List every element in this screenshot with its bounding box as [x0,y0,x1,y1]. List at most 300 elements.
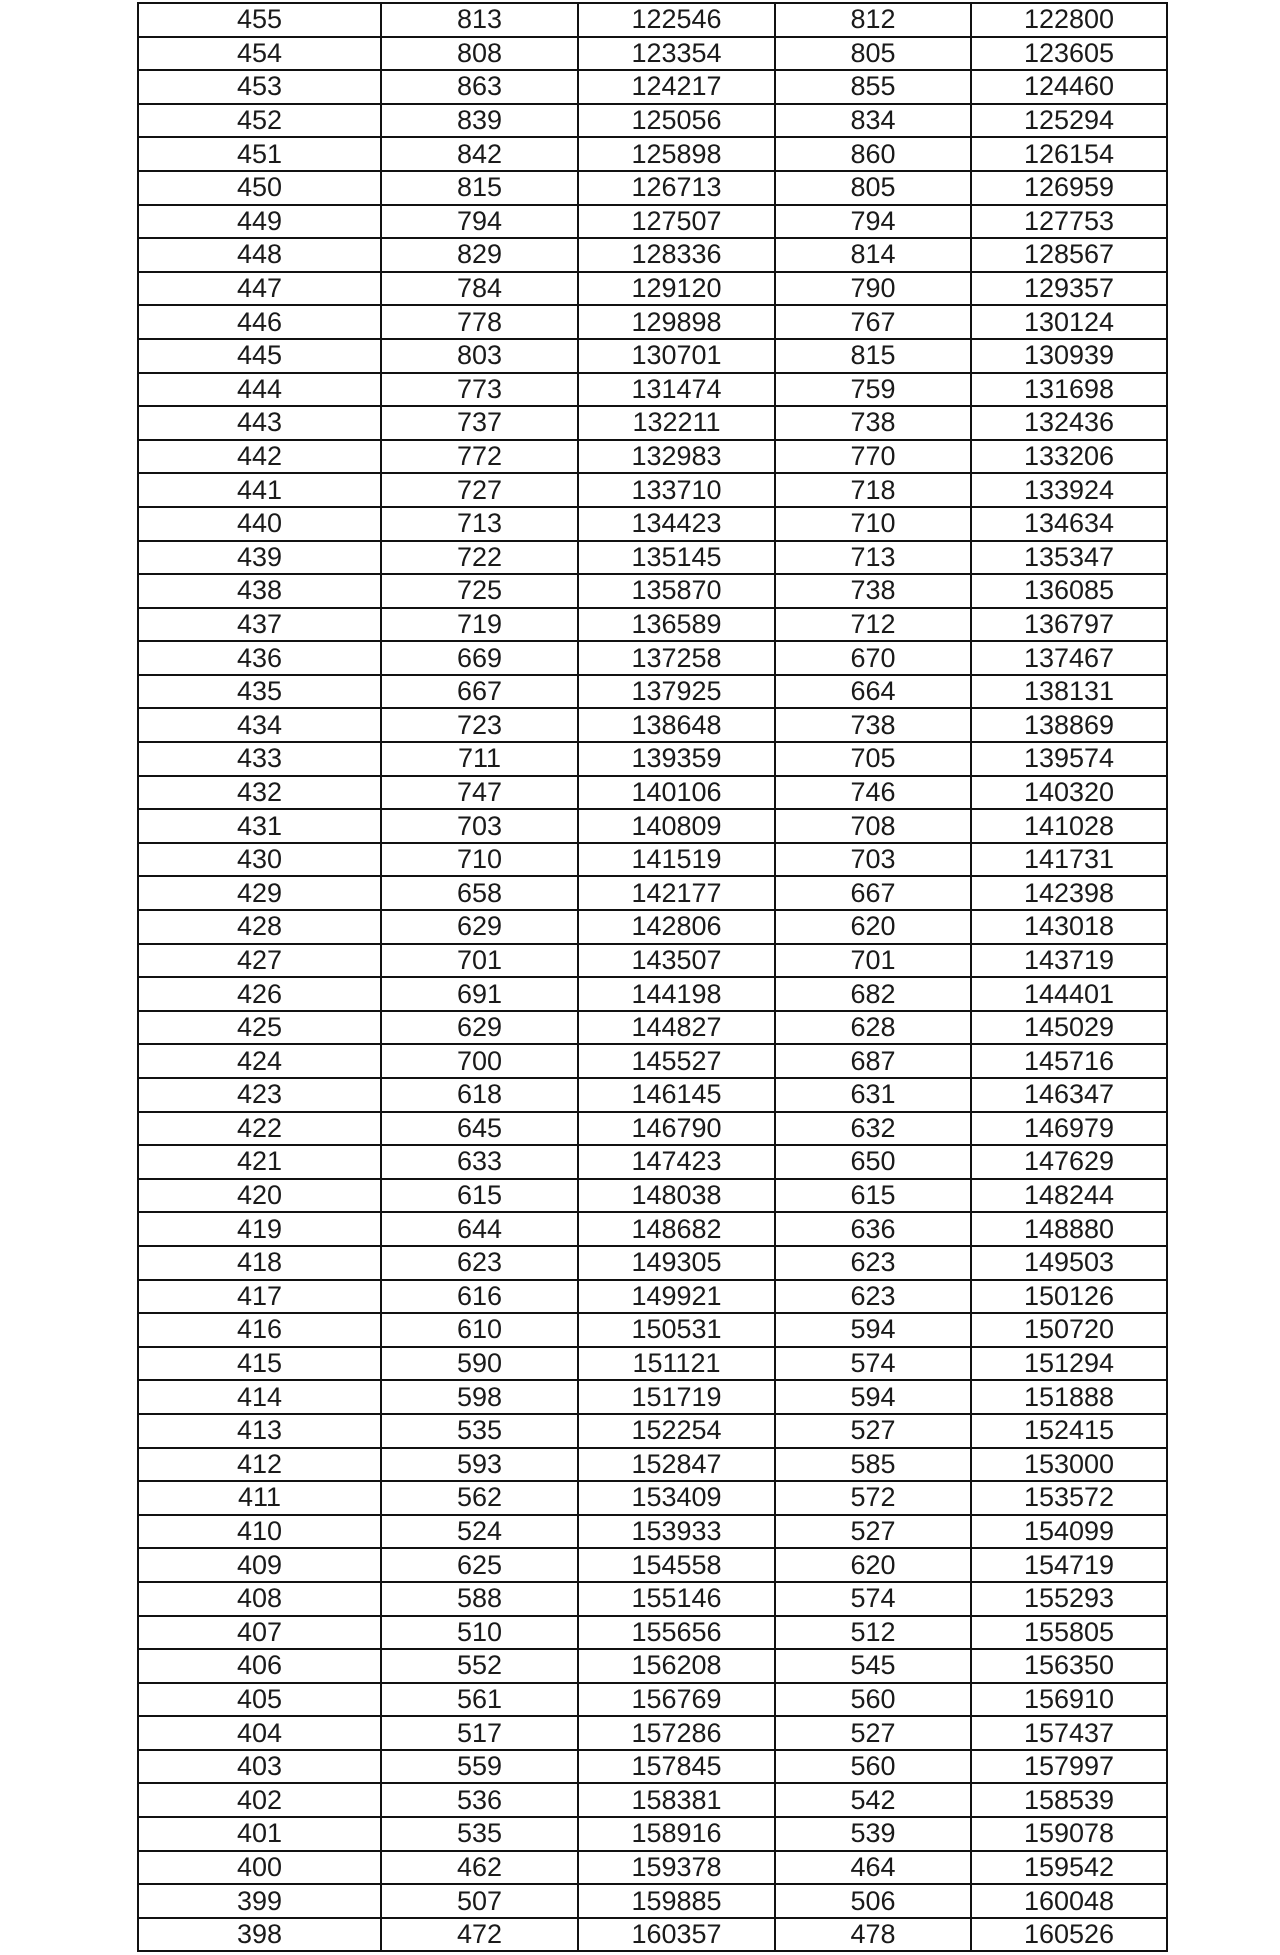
cumulative-b-cell: 126154 [971,137,1167,171]
count-a-cell: 535 [381,1414,578,1448]
cumulative-a-cell: 135145 [578,541,775,575]
score-cell: 442 [138,440,381,474]
count-b-cell: 574 [775,1582,971,1616]
cumulative-a-cell: 129120 [578,272,775,306]
cumulative-b-cell: 124460 [971,70,1167,104]
count-a-cell: 669 [381,641,578,675]
cumulative-b-cell: 141731 [971,843,1167,877]
score-cell: 452 [138,104,381,138]
count-a-cell: 588 [381,1582,578,1616]
count-b-cell: 628 [775,1011,971,1045]
count-a-cell: 562 [381,1481,578,1515]
cumulative-b-cell: 136797 [971,608,1167,642]
cumulative-b-cell: 157437 [971,1716,1167,1750]
count-a-cell: 590 [381,1347,578,1381]
cumulative-a-cell: 142806 [578,910,775,944]
score-cell: 436 [138,641,381,675]
cumulative-b-cell: 154719 [971,1548,1167,1582]
cumulative-a-cell: 131474 [578,373,775,407]
score-cell: 405 [138,1683,381,1717]
score-cell: 454 [138,37,381,71]
cumulative-b-cell: 146347 [971,1078,1167,1112]
cumulative-b-cell: 139574 [971,742,1167,776]
cumulative-a-cell: 137925 [578,675,775,709]
cumulative-b-cell: 144401 [971,977,1167,1011]
cumulative-a-cell: 153933 [578,1515,775,1549]
count-a-cell: 633 [381,1145,578,1179]
count-b-cell: 574 [775,1347,971,1381]
count-b-cell: 812 [775,3,971,37]
cumulative-b-cell: 132436 [971,406,1167,440]
count-a-cell: 658 [381,876,578,910]
score-cell: 407 [138,1616,381,1650]
table-row [138,1683,1167,1717]
score-cell: 429 [138,876,381,910]
score-cell: 437 [138,608,381,642]
cumulative-b-cell: 156910 [971,1683,1167,1717]
count-b-cell: 620 [775,910,971,944]
count-b-cell: 636 [775,1212,971,1246]
cumulative-b-cell: 129357 [971,272,1167,306]
cumulative-b-cell: 152415 [971,1414,1167,1448]
cumulative-a-cell: 135870 [578,574,775,608]
cumulative-a-cell: 139359 [578,742,775,776]
count-b-cell: 834 [775,104,971,138]
cumulative-b-cell: 136085 [971,574,1167,608]
score-cell: 417 [138,1280,381,1314]
count-b-cell: 713 [775,541,971,575]
table-row [138,809,1167,843]
count-a-cell: 536 [381,1783,578,1817]
table-row [138,238,1167,272]
count-b-cell: 632 [775,1112,971,1146]
count-b-cell: 572 [775,1481,971,1515]
cumulative-b-cell: 125294 [971,104,1167,138]
count-a-cell: 535 [381,1817,578,1851]
count-b-cell: 738 [775,406,971,440]
table-row [138,608,1167,642]
cumulative-b-cell: 134634 [971,507,1167,541]
score-cell: 448 [138,238,381,272]
cumulative-a-cell: 144198 [578,977,775,1011]
count-a-cell: 773 [381,373,578,407]
cumulative-b-cell: 153000 [971,1448,1167,1482]
score-cell: 423 [138,1078,381,1112]
cumulative-b-cell: 159078 [971,1817,1167,1851]
table-row [138,1448,1167,1482]
table-row [138,1750,1167,1784]
count-a-cell: 747 [381,776,578,810]
count-a-cell: 722 [381,541,578,575]
score-cell: 399 [138,1884,381,1918]
cumulative-b-cell: 150720 [971,1313,1167,1347]
count-b-cell: 594 [775,1380,971,1414]
count-b-cell: 512 [775,1616,971,1650]
score-cell: 455 [138,3,381,37]
count-b-cell: 545 [775,1649,971,1683]
score-cell: 418 [138,1246,381,1280]
table-row [138,137,1167,171]
count-a-cell: 829 [381,238,578,272]
cumulative-b-cell: 141028 [971,809,1167,843]
table-body [138,3,1167,1951]
count-a-cell: 719 [381,608,578,642]
count-a-cell: 839 [381,104,578,138]
table-row [138,1044,1167,1078]
count-b-cell: 767 [775,305,971,339]
table-row [138,205,1167,239]
cumulative-a-cell: 141519 [578,843,775,877]
table-row [138,1246,1167,1280]
cumulative-a-cell: 153409 [578,1481,775,1515]
table-row [138,1783,1167,1817]
count-a-cell: 803 [381,339,578,373]
count-a-cell: 778 [381,305,578,339]
count-b-cell: 814 [775,238,971,272]
cumulative-a-cell: 138648 [578,708,775,742]
table-row [138,104,1167,138]
count-b-cell: 464 [775,1851,971,1885]
table-row [138,1011,1167,1045]
count-a-cell: 618 [381,1078,578,1112]
count-a-cell: 472 [381,1918,578,1952]
score-cell: 425 [138,1011,381,1045]
cumulative-a-cell: 140809 [578,809,775,843]
count-a-cell: 700 [381,1044,578,1078]
table-row [138,1078,1167,1112]
count-b-cell: 527 [775,1716,971,1750]
count-b-cell: 746 [775,776,971,810]
score-cell: 451 [138,137,381,171]
score-cell: 406 [138,1649,381,1683]
cumulative-b-cell: 158539 [971,1783,1167,1817]
cumulative-b-cell: 160048 [971,1884,1167,1918]
table-row [138,708,1167,742]
score-cell: 438 [138,574,381,608]
score-cell: 424 [138,1044,381,1078]
count-b-cell: 670 [775,641,971,675]
table-row [138,1112,1167,1146]
table-row [138,1212,1167,1246]
count-b-cell: 682 [775,977,971,1011]
table-row [138,944,1167,978]
cumulative-b-cell: 148880 [971,1212,1167,1246]
cumulative-b-cell: 145716 [971,1044,1167,1078]
count-a-cell: 517 [381,1716,578,1750]
table-row [138,910,1167,944]
score-cell: 449 [138,205,381,239]
table-row [138,541,1167,575]
table-row [138,876,1167,910]
cumulative-a-cell: 159885 [578,1884,775,1918]
count-a-cell: 784 [381,272,578,306]
cumulative-a-cell: 151719 [578,1380,775,1414]
score-cell: 421 [138,1145,381,1179]
cumulative-b-cell: 137467 [971,641,1167,675]
score-cell: 404 [138,1716,381,1750]
count-b-cell: 712 [775,608,971,642]
cumulative-a-cell: 145527 [578,1044,775,1078]
count-b-cell: 664 [775,675,971,709]
table-row [138,1851,1167,1885]
table-row [138,1380,1167,1414]
cumulative-a-cell: 132983 [578,440,775,474]
count-a-cell: 552 [381,1649,578,1683]
score-cell: 419 [138,1212,381,1246]
cumulative-a-cell: 122546 [578,3,775,37]
cumulative-b-cell: 148244 [971,1179,1167,1213]
score-cell: 443 [138,406,381,440]
table-row [138,171,1167,205]
count-a-cell: 713 [381,507,578,541]
score-cell: 410 [138,1515,381,1549]
cumulative-b-cell: 122800 [971,3,1167,37]
cumulative-a-cell: 155146 [578,1582,775,1616]
table-row [138,1515,1167,1549]
cumulative-b-cell: 155805 [971,1616,1167,1650]
cumulative-a-cell: 125898 [578,137,775,171]
table-row [138,641,1167,675]
table-row [138,440,1167,474]
table-row [138,675,1167,709]
table-row [138,843,1167,877]
cumulative-b-cell: 128567 [971,238,1167,272]
table-row [138,1649,1167,1683]
score-cell: 422 [138,1112,381,1146]
score-cell: 432 [138,776,381,810]
count-b-cell: 708 [775,809,971,843]
count-a-cell: 610 [381,1313,578,1347]
cumulative-a-cell: 133710 [578,473,775,507]
count-b-cell: 687 [775,1044,971,1078]
score-cell: 440 [138,507,381,541]
count-b-cell: 620 [775,1548,971,1582]
score-cell: 411 [138,1481,381,1515]
cumulative-b-cell: 151888 [971,1380,1167,1414]
count-a-cell: 725 [381,574,578,608]
count-a-cell: 737 [381,406,578,440]
cumulative-b-cell: 127753 [971,205,1167,239]
table-row [138,373,1167,407]
cumulative-b-cell: 151294 [971,1347,1167,1381]
cumulative-a-cell: 155656 [578,1616,775,1650]
score-table [137,2,1168,1952]
count-a-cell: 723 [381,708,578,742]
table-row [138,1548,1167,1582]
score-cell: 398 [138,1918,381,1952]
count-a-cell: 863 [381,70,578,104]
score-cell: 409 [138,1548,381,1582]
cumulative-a-cell: 132211 [578,406,775,440]
score-cell: 446 [138,305,381,339]
table-row [138,574,1167,608]
count-b-cell: 794 [775,205,971,239]
count-b-cell: 705 [775,742,971,776]
count-b-cell: 815 [775,339,971,373]
score-cell: 427 [138,944,381,978]
cumulative-a-cell: 129898 [578,305,775,339]
count-a-cell: 644 [381,1212,578,1246]
score-cell: 420 [138,1179,381,1213]
score-cell: 400 [138,1851,381,1885]
table-row [138,272,1167,306]
table-row [138,3,1167,37]
count-b-cell: 594 [775,1313,971,1347]
count-b-cell: 650 [775,1145,971,1179]
score-cell: 415 [138,1347,381,1381]
count-b-cell: 738 [775,574,971,608]
cumulative-b-cell: 157997 [971,1750,1167,1784]
count-a-cell: 462 [381,1851,578,1885]
table-row [138,1716,1167,1750]
score-cell: 401 [138,1817,381,1851]
count-a-cell: 645 [381,1112,578,1146]
count-b-cell: 790 [775,272,971,306]
cumulative-b-cell: 140320 [971,776,1167,810]
cumulative-b-cell: 155293 [971,1582,1167,1616]
cumulative-a-cell: 157845 [578,1750,775,1784]
cumulative-a-cell: 125056 [578,104,775,138]
score-cell: 435 [138,675,381,709]
table-row [138,305,1167,339]
score-cell: 433 [138,742,381,776]
count-a-cell: 772 [381,440,578,474]
count-a-cell: 691 [381,977,578,1011]
cumulative-a-cell: 154558 [578,1548,775,1582]
cumulative-a-cell: 137258 [578,641,775,675]
count-a-cell: 813 [381,3,578,37]
table-row [138,1582,1167,1616]
count-a-cell: 559 [381,1750,578,1784]
count-b-cell: 718 [775,473,971,507]
count-b-cell: 667 [775,876,971,910]
count-b-cell: 539 [775,1817,971,1851]
table-row [138,507,1167,541]
cumulative-a-cell: 160357 [578,1918,775,1952]
count-b-cell: 527 [775,1414,971,1448]
score-cell: 402 [138,1783,381,1817]
count-b-cell: 738 [775,708,971,742]
cumulative-b-cell: 153572 [971,1481,1167,1515]
table-row [138,473,1167,507]
cumulative-b-cell: 126959 [971,171,1167,205]
count-b-cell: 615 [775,1179,971,1213]
score-cell: 403 [138,1750,381,1784]
count-b-cell: 623 [775,1246,971,1280]
cumulative-a-cell: 148682 [578,1212,775,1246]
cumulative-b-cell: 133924 [971,473,1167,507]
score-cell: 430 [138,843,381,877]
count-a-cell: 615 [381,1179,578,1213]
cumulative-b-cell: 131698 [971,373,1167,407]
cumulative-a-cell: 136589 [578,608,775,642]
cumulative-a-cell: 156208 [578,1649,775,1683]
score-cell: 426 [138,977,381,1011]
cumulative-a-cell: 148038 [578,1179,775,1213]
cumulative-a-cell: 147423 [578,1145,775,1179]
count-a-cell: 629 [381,910,578,944]
table-row [138,977,1167,1011]
table-row [138,776,1167,810]
cumulative-a-cell: 146790 [578,1112,775,1146]
cumulative-b-cell: 138131 [971,675,1167,709]
table-row [138,70,1167,104]
count-a-cell: 710 [381,843,578,877]
cumulative-a-cell: 126713 [578,171,775,205]
table-row [138,1918,1167,1952]
count-b-cell: 560 [775,1750,971,1784]
count-a-cell: 808 [381,37,578,71]
cumulative-a-cell: 149921 [578,1280,775,1314]
count-a-cell: 524 [381,1515,578,1549]
table-row [138,1481,1167,1515]
cumulative-b-cell: 159542 [971,1851,1167,1885]
score-cell: 428 [138,910,381,944]
count-b-cell: 759 [775,373,971,407]
count-b-cell: 855 [775,70,971,104]
cumulative-b-cell: 142398 [971,876,1167,910]
table-row [138,37,1167,71]
score-cell: 416 [138,1313,381,1347]
cumulative-a-cell: 159378 [578,1851,775,1885]
score-cell: 439 [138,541,381,575]
count-b-cell: 623 [775,1280,971,1314]
score-cell: 441 [138,473,381,507]
cumulative-a-cell: 130701 [578,339,775,373]
score-cell: 413 [138,1414,381,1448]
count-a-cell: 727 [381,473,578,507]
score-cell: 414 [138,1380,381,1414]
count-b-cell: 585 [775,1448,971,1482]
cumulative-a-cell: 156769 [578,1683,775,1717]
count-a-cell: 598 [381,1380,578,1414]
score-cell: 453 [138,70,381,104]
count-b-cell: 701 [775,944,971,978]
count-a-cell: 815 [381,171,578,205]
count-b-cell: 703 [775,843,971,877]
cumulative-a-cell: 157286 [578,1716,775,1750]
table-row [138,1616,1167,1650]
score-cell: 434 [138,708,381,742]
count-b-cell: 542 [775,1783,971,1817]
table-row [138,1280,1167,1314]
table-row [138,339,1167,373]
cumulative-b-cell: 143719 [971,944,1167,978]
count-a-cell: 510 [381,1616,578,1650]
count-b-cell: 506 [775,1884,971,1918]
count-b-cell: 710 [775,507,971,541]
cumulative-a-cell: 128336 [578,238,775,272]
score-cell: 431 [138,809,381,843]
count-a-cell: 561 [381,1683,578,1717]
cumulative-a-cell: 146145 [578,1078,775,1112]
count-b-cell: 805 [775,171,971,205]
count-b-cell: 770 [775,440,971,474]
cumulative-a-cell: 144827 [578,1011,775,1045]
cumulative-a-cell: 134423 [578,507,775,541]
score-cell: 412 [138,1448,381,1482]
cumulative-a-cell: 149305 [578,1246,775,1280]
score-cell: 450 [138,171,381,205]
table-row [138,1347,1167,1381]
cumulative-a-cell: 158381 [578,1783,775,1817]
count-b-cell: 560 [775,1683,971,1717]
cumulative-b-cell: 147629 [971,1145,1167,1179]
table-row [138,742,1167,776]
cumulative-a-cell: 123354 [578,37,775,71]
score-cell: 445 [138,339,381,373]
table-row [138,1145,1167,1179]
